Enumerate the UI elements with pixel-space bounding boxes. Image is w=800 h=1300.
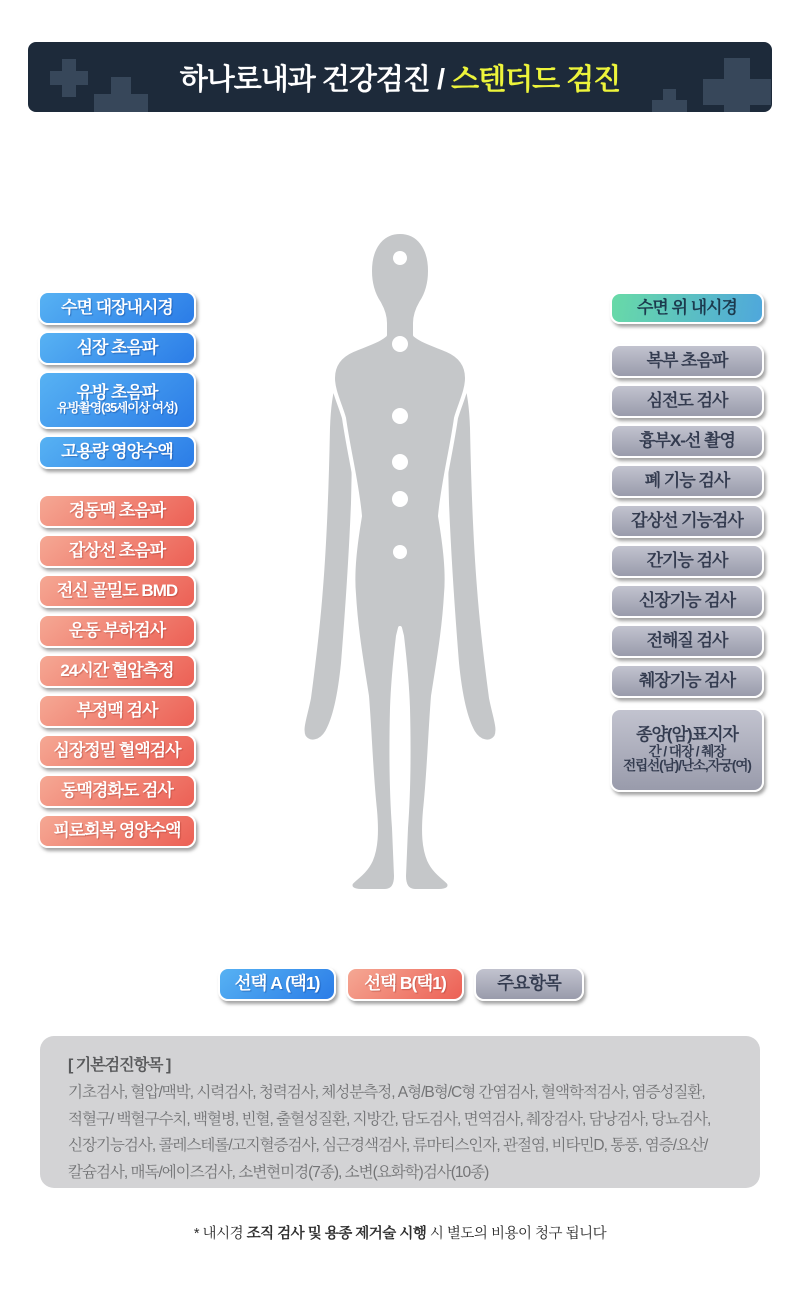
title-yellow: 스텐더드 검진: [451, 63, 621, 96]
exam-button: 심장정밀 혈액검사: [38, 734, 196, 768]
exam-button: 전해질 검사: [610, 624, 764, 658]
exam-button: 고용량 영양수액: [38, 435, 196, 469]
exam-button: 수면 대장내시경: [38, 291, 196, 325]
exam-button: 전신 골밀도 BMD: [38, 574, 196, 608]
exam-group-b: [38, 494, 196, 848]
human-body-silhouette: [285, 228, 515, 898]
exam-button: 동맥경화도 검사: [38, 774, 196, 808]
exam-button-sleep-endoscopy: 수면 위 내시경: [610, 292, 764, 324]
exam-button: 복부 초음파: [610, 344, 764, 378]
legend-choice-a: 선택 A (택1): [218, 967, 336, 1001]
exam-button: 심전도 검사: [610, 384, 764, 418]
exam-column-left: [38, 291, 196, 848]
exam-button: 폐 기능 검사: [610, 464, 764, 498]
legend: [218, 967, 584, 1001]
basic-checkup-line: 칼슘검사, 매독/에이즈검사, 소변현미경(7종), 소변(요화학)검사(10종): [68, 1163, 489, 1181]
exam-group-tumor: [610, 708, 764, 792]
exam-button: 신장기능 검사: [610, 584, 764, 618]
exam-button: 경동맥 초음파: [38, 494, 196, 528]
exam-button-tumor-marker: 종양(암)표지자 간 / 대장 / 췌장 전립선(남)/난소,자궁(여): [610, 708, 764, 792]
body-shape: [333, 232, 467, 891]
exam-button: 심장 초음파: [38, 331, 196, 365]
exam-button: 갑상선 초음파: [38, 534, 196, 568]
exam-button: 운동 부하검사: [38, 614, 196, 648]
basic-checkup-line: 기초검사, 혈압/맥박, 시력검사, 청력검사, 체성분측정, A형/B형/C형 간염검사, 혈액학적검사, 염증성질환,: [68, 1084, 705, 1101]
exam-button: 갑상선 기능검사: [610, 504, 764, 538]
basic-checkup-line: 신장기능검사, 콜레스테롤/고지혈증검사, 심근경색검사, 류마티스인자, 관절염, 비타민D, 통풍, 염증/요산/: [68, 1137, 708, 1154]
footnote: * 내시경 조직 검사 및 용종 제거술 시행 시 별도의 비용이 청구 됩니다: [193, 1226, 607, 1242]
title-white: 하나로내과 건강검진 /: [179, 63, 452, 96]
header-banner: [28, 42, 772, 112]
basic-checkup-title: [ 기본검진항목 ]: [68, 1057, 171, 1074]
basic-checkup-line: 적혈구/ 백혈구수치, 백혈병, 빈혈, 출혈성질환, 지방간, 담도검사, 면역검사, 췌장검사, 담낭검사, 당뇨검사,: [68, 1110, 711, 1128]
exam-group-main: [610, 344, 764, 698]
page-title: [180, 57, 621, 98]
exam-button: 피로회복 영양수액: [38, 814, 196, 848]
legend-main-items: 주요항목: [474, 967, 584, 1001]
exam-group-endoscopy: [610, 292, 764, 324]
exam-column-right: [610, 292, 764, 792]
exam-button: 부정맥 검사: [38, 694, 196, 728]
exam-button: 흉부X-선 촬영: [610, 424, 764, 458]
exam-button: 간기능 검사: [610, 544, 764, 578]
exam-button: 유방 초음파 유방촬영(35세이상 여성): [38, 371, 196, 429]
exam-button: 췌장기능 검사: [610, 664, 764, 698]
basic-checkup-box: [40, 1036, 760, 1188]
exam-button: 24시간 혈압측정: [38, 654, 196, 688]
legend-choice-b: 선택 B(택1): [346, 967, 464, 1001]
exam-group-a: [38, 291, 196, 469]
